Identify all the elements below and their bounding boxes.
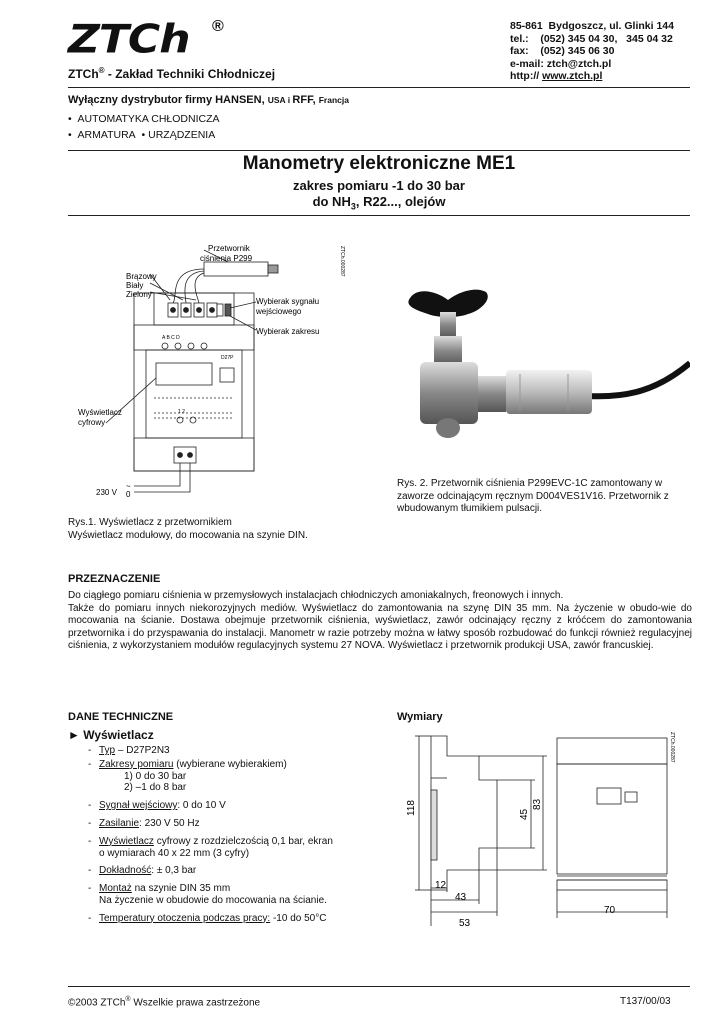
label-wejsciowego: wejściowego [256,307,302,316]
label-wybierak-zakresu: Wybierak zakresu [256,327,320,336]
spec-accuracy: - Dokładność: ± 0,3 bar [88,865,378,877]
spec-signal: - Sygnał wejściowy: 0 do 10 V [88,800,378,812]
purpose-text: Do ciągłego pomiaru ciśnienia w przemysłowych instalacjach chłodniczych amoniakalnych, freonowych i innych. Także do pomiaru innych niekorozyjnych mediów. Wyświetlacz do zamontowania na szynę DIN 35 mm. Na życzenie w obudo-wie do mocowania na ścianie. Dostawa obejmuje przetwornik ciśnienia, wyświetlacz, zawór odcinający ręczny z króćcem do zamontowania przetwornika i do przyspawania do instalacji. Manometr w razie potrzeby można w łatwy sposób rozbudować do funkcji również regulacyjnej ciśnienia, z wykorzystaniem modułów regulacyjnych systemu 27 NOVA. Wyświetlacz i przetwornik produkcji USA, zawór francuskiej. [68,590,692,652]
distributor-line: Wyłączny dystrybutor firmy HANSEN, USA i RFF, Francja [68,94,349,106]
contact-fax: fax: (052) 345 06 30 [510,45,615,57]
label-230v: 230 V [96,488,117,497]
footer-copyright: ©2003 ZTCh® Wszelkie prawa zastrzeżone [68,996,261,1009]
front-view-body [557,764,667,874]
label-bialy: Biały [126,281,144,290]
label-przetwornik: Przetwornik [208,244,250,253]
spec-mounting: - Montaż na szynie DIN 35 mm Na życzenie w obudowie do mocowania na ścianie. [88,883,378,907]
dim-70: 70 [604,905,616,916]
page-title: Manometry elektroniczne ME1 [242,153,516,174]
contact-email[interactable]: e-mail: ztch@ztch.pl [510,57,612,70]
label-cisnienia: ciśnienia P299 [200,254,253,263]
company-name: ZTCh® - Zakład Techniki Chłodniczej [68,66,276,81]
figure2-photo [398,278,690,458]
label-model: D27P [221,355,234,361]
display-subheading: ► Wyświetlacz [68,728,154,742]
footer-doc-code: T137/00/03 [620,996,671,1007]
label-tilde: ~ [126,482,131,491]
transmitter [506,370,592,414]
category-bullets [68,111,220,143]
contact-http: http:// www.ztch.pl [510,70,603,82]
label-zielony: Zielony [126,290,152,299]
label-brazowy: Brązowy [126,272,157,281]
company-logo [68,16,268,64]
spec-type: - Typ – D27P2N3 [88,745,378,757]
dim-118: 118 [406,800,417,816]
header-divider [68,87,690,88]
label-cyfrowy: cyfrowy [78,418,106,427]
dimensions-code: ZTCh.000287 [669,732,675,763]
page-subtitle: zakres pomiaru -1 do 30 bar do $NH_3$, R22..., olejów [293,178,465,212]
section-title-purpose: PRZEZNACZENIE [68,573,161,585]
front-view-display [597,788,621,804]
section-title-dimensions: Wymiary [397,711,443,723]
bullet-item: • AUTOMATYKA CHŁODNICZA [68,113,220,125]
transmitter-body [204,262,268,276]
spec-ranges: - Zakresy pomiaru (wybierane wybierakiem) [88,759,378,771]
valve-body [420,362,478,424]
dim-83: 83 [532,798,543,810]
contact-tel: tel.: (052) 345 04 30, 345 04 32 [510,32,673,45]
tech-spec-list [88,745,378,931]
registered-mark: ® [212,18,224,35]
cable [588,363,690,396]
display-button [220,368,234,382]
dim-45: 45 [519,808,530,820]
dim-12: 12 [435,880,447,891]
logo-text: ZTCh [68,16,190,63]
label-zero: 0 [126,490,131,499]
title-bottom-divider [68,215,690,216]
figure2-caption: Rys. 2. Przetwornik ciśnienia P299EVC-1C zamontowany w zaworze odcinającym ręcznym D004VES1V16. Przetwornik z wbudowanym tłumikiem pulsacji. [397,478,669,514]
front-view-top [557,738,667,764]
dimensions-drawing [397,728,692,933]
lcd-display [156,363,212,385]
contact-address: 85-861 Bydgoszcz, ul. Glinki 144 [510,20,674,32]
dim-43: 43 [455,892,467,903]
spec-range-2: 2) –1 do 8 bar [124,782,187,794]
spec-temperature: - Temperatury otoczenia podczas pracy: -10 do 50°C [88,913,378,925]
label-wybierak-sygnalu: Wybierak sygnału [256,297,320,306]
label-terminals-abcd: A B C D [162,335,180,341]
bullet-item: • ARMATURA • URZĄDZENIA [68,129,216,141]
footer-divider [68,986,690,987]
figure1-code: ZTCh.000287 [339,246,345,277]
label-terminals-12: 1 2 [178,409,185,415]
figure1-caption: Rys.1. Wyświetlacz z przetwornikiem Wyświetlacz modułowy, do mocowania na szynie DIN. [68,517,308,541]
side-view-outline [431,736,497,890]
figure1-diagram [68,238,358,508]
label-wyswietlacz: Wyświetlacz [78,408,122,417]
contact-block [510,20,674,83]
website-link[interactable]: www.ztch.pl [542,70,603,82]
dim-53: 53 [459,918,471,929]
spec-display: - Wyświetlacz cyfrowy z rozdzielczością 0,1 bar, ekran o wymiarach 40 x 22 mm (3 cyfry) [88,836,378,860]
spec-power: - Zasilanie: 230 V 50 Hz [88,818,378,830]
title-top-divider [68,150,690,151]
section-title-tech: DANE TECHNICZNE [68,711,174,723]
spec-range-1: 1) 0 do 30 bar [124,770,187,782]
